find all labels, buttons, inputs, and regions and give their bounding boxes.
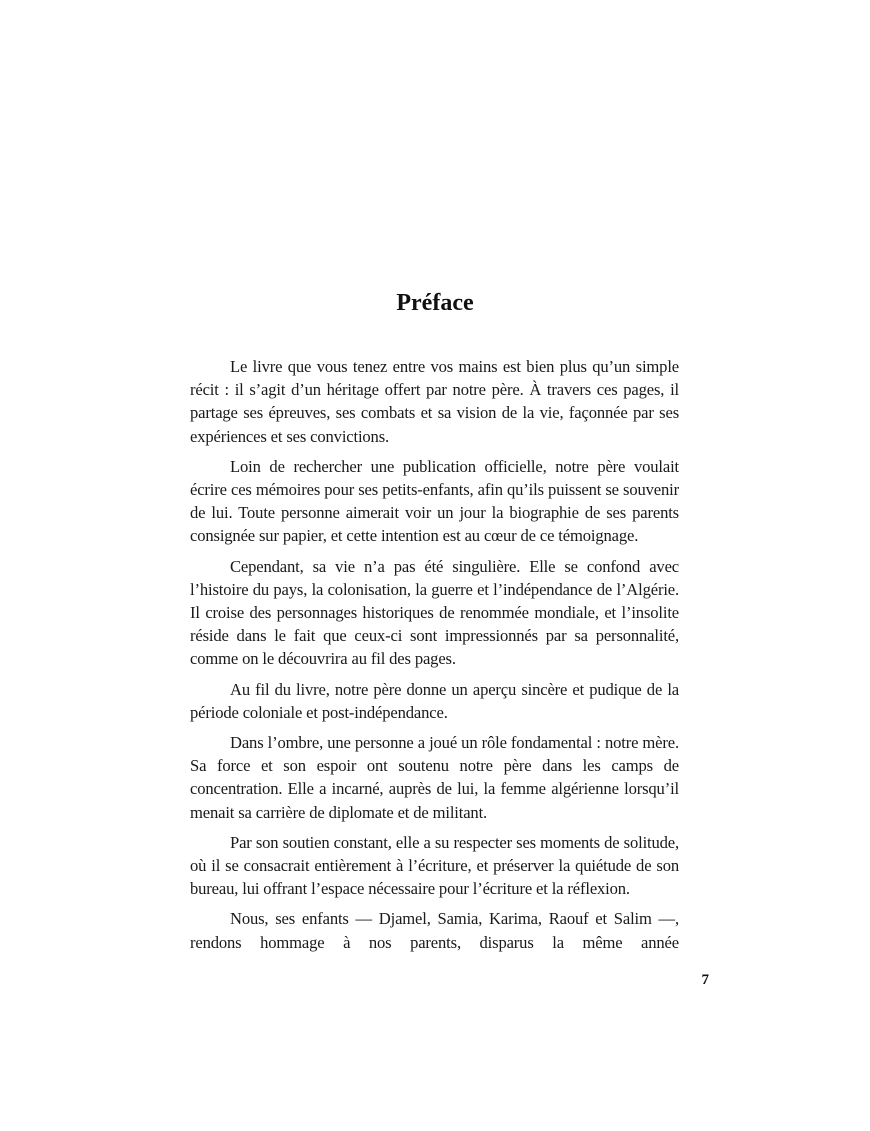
paragraph: Loin de rechercher une publication officielle, notre père voulait écrire ces mémoires pour ses petits-enfants, afin qu’ils puissent se souvenir de lui. Toute personne aimerait voir un jour la biographie de ses parents consignée sur papier, et cette intention est au cœur de ce témoignage. — [190, 456, 679, 546]
paragraph: Dans l’ombre, une personne a joué un rôle fondamental : notre mère. Sa force et son espoir ont soutenu notre père dans les camps de concentration. Elle a incarné, auprès de lui, la femme algérienne lorsqu’il menait sa carrière de diplomate et de militant. — [190, 733, 679, 822]
page-number: 7 — [701, 972, 709, 988]
paragraph: Nous, ses enfants — Djamel, Samia, Karima, Raouf et Salim —, rendons hommage à nos parents, disparus la même année — [190, 909, 679, 952]
preface-body — [190, 355, 679, 961]
paragraph: Par son soutien constant, elle a su respecter ses moments de solitude, où il se consacrait entièrement à l’écriture, et préserver la quiétude de son bureau, lui offrant l’espace nécessaire pour l’écriture et la réflexion. — [190, 832, 679, 899]
chapter-title: Préface — [396, 290, 474, 316]
paragraph: Au fil du livre, notre père donne un aperçu sincère et pudique de la période coloniale et post-indépendance. — [190, 679, 679, 722]
paragraph: Le livre que vous tenez entre vos mains est bien plus qu’un simple récit : il s’agit d’un héritage offert par notre père. À travers ces pages, il partage ses épreuves, ses combats et sa vision de la vie, façonnée par ses expériences et ses convictions. — [190, 357, 679, 446]
paragraph: Cependant, sa vie n’a pas été singulière. Elle se confond avec l’histoire du pays, la colonisation, la guerre et l’indépendance de l’Algérie. Il croise des personnages historiques de renommée mondiale, et l’insolite réside dans le fait que ceux-ci sont impressionnés par sa personnalité, comme on le découvrira au fil des pages. — [190, 556, 679, 669]
